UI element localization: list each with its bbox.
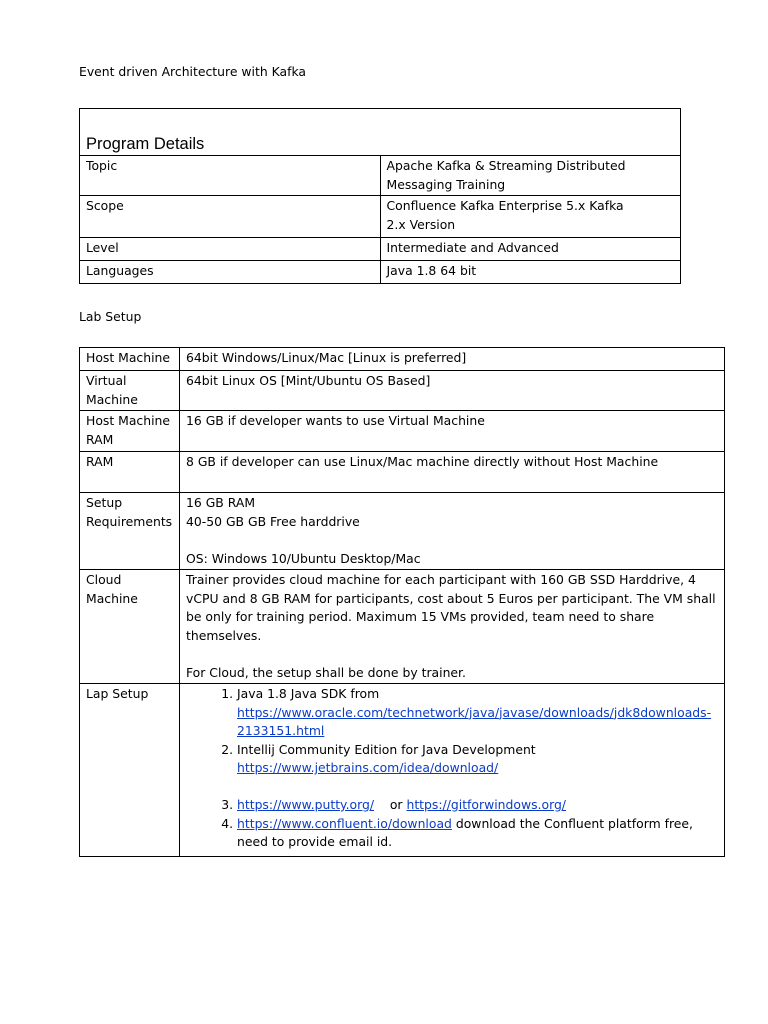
level-value: Intermediate and Advanced (380, 238, 681, 261)
virtual-machine-label: Virtual Machine (80, 371, 180, 411)
java-sdk-text: Java 1.8 Java SDK from (237, 686, 380, 701)
topic-label: Topic (80, 156, 381, 196)
level-label: Level (80, 238, 381, 261)
list-item (237, 741, 718, 797)
table-row (80, 238, 681, 261)
languages-label: Languages (80, 261, 381, 284)
table-row (80, 196, 681, 238)
ram-value: 8 GB if developer can use Linux/Mac machine directly without Host Machine (180, 452, 725, 493)
list-item (237, 815, 718, 852)
blank-line (237, 778, 718, 797)
virtual-machine-value: 64bit Linux OS [Mint/Ubuntu OS Based] (180, 371, 725, 411)
scope-value-line-1: Confluence Kafka Enterprise 5.x Kafka (386, 198, 624, 213)
ram-label: RAM (80, 452, 180, 493)
putty-link[interactable]: https://www.putty.org/ (237, 797, 375, 812)
setup-requirements-label: Setup Requirements (80, 493, 180, 570)
or-text: or (389, 797, 403, 812)
setup-requirements-value (180, 493, 725, 570)
intellij-link[interactable]: https://www.jetbrains.com/idea/download/ (237, 760, 499, 775)
scope-value-line-2: 2.x Version (386, 216, 456, 232)
table-row (80, 261, 681, 284)
cloud-machine-description: Trainer provides cloud machine for each participant with 160 GB SSD Harddrive, 4 vCPU and 8 GB RAM for participants, cost about 5 Euros per participant. The VM shall be only for training period. Maximum 15 VMs provided, team need to share themselves. (186, 572, 716, 643)
table-row (80, 570, 725, 684)
cloud-machine-value (180, 570, 725, 684)
java-sdk-link[interactable]: https://www.oracle.com/technetwork/java/javase/downloads/jdk8downloads-2133151.html (237, 704, 712, 738)
lab-setup-table (79, 347, 725, 857)
intellij-text: Intellij Community Edition for Java Development (237, 741, 536, 757)
table-row (80, 371, 725, 411)
confluent-text: download the Confluent platform free, need to provide email id. (237, 815, 693, 849)
lap-setup-label: Lap Setup (80, 684, 180, 857)
table-row (80, 493, 725, 570)
table-row (80, 684, 725, 857)
list-item (237, 796, 718, 815)
host-machine-label: Host Machine (80, 348, 180, 371)
gitforwindows-link[interactable]: https://gitforwindows.org/ (406, 797, 566, 812)
list-item (237, 685, 718, 741)
setup-ram-line: 16 GB RAM (186, 495, 256, 510)
scope-value (380, 196, 681, 238)
table-row (80, 348, 725, 371)
setup-os-line: OS: Windows 10/Ubuntu Desktop/Mac (186, 550, 421, 566)
program-details-header (80, 109, 681, 156)
setup-steps-list (186, 685, 718, 852)
cloud-machine-label: Cloud Machine (80, 570, 180, 684)
program-details-title: Program Details (86, 135, 205, 153)
setup-disk-line: 40-50 GB GB Free harddrive (186, 513, 360, 529)
lab-setup-heading: Lab Setup (79, 309, 142, 324)
table-row (80, 452, 725, 493)
document-title: Event driven Architecture with Kafka (79, 64, 307, 79)
host-machine-ram-value: 16 GB if developer wants to use Virtual Machine (180, 411, 725, 452)
blank-line (186, 531, 718, 550)
topic-value: Apache Kafka & Streaming Distributed Messaging Training (380, 156, 681, 196)
cloud-machine-note: For Cloud, the setup shall be done by trainer. (186, 664, 466, 680)
program-details-table (79, 108, 681, 284)
table-row (80, 411, 725, 452)
confluent-link[interactable]: https://www.confluent.io/download (237, 815, 452, 831)
lap-setup-value (180, 684, 725, 857)
scope-label: Scope (80, 196, 381, 238)
blank-line (186, 645, 718, 664)
host-machine-ram-label: Host Machine RAM (80, 411, 180, 452)
languages-value: Java 1.8 64 bit (380, 261, 681, 284)
host-machine-value: 64bit Windows/Linux/Mac [Linux is preferred] (180, 348, 725, 371)
table-row (80, 156, 681, 196)
